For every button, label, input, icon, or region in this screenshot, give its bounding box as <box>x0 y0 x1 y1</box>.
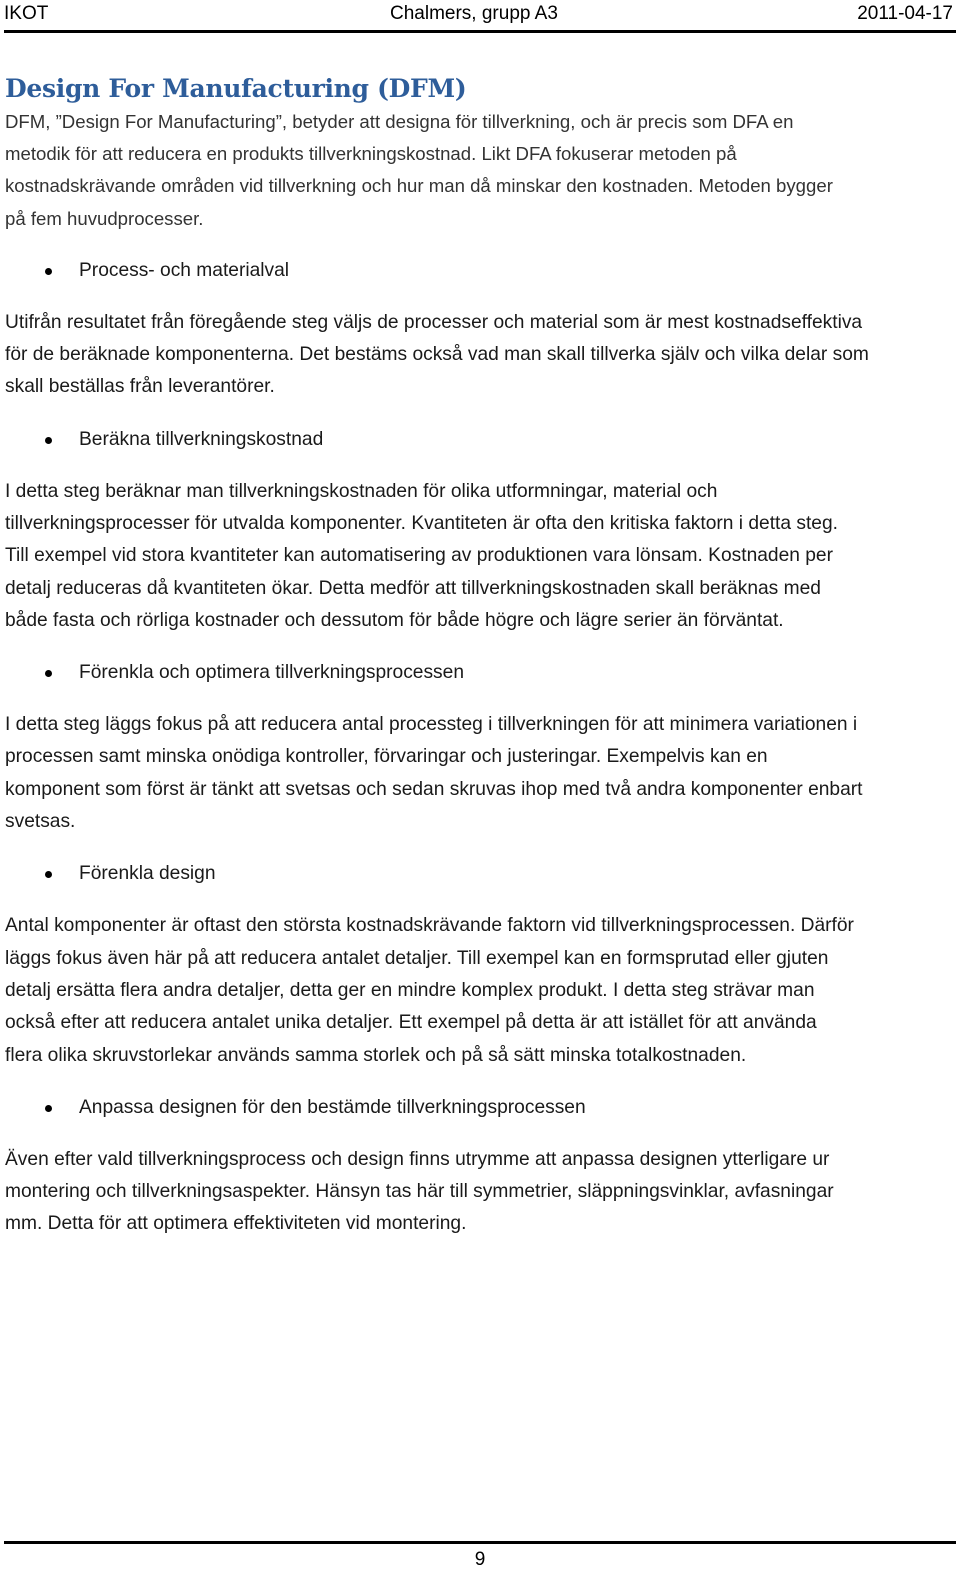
bullet-label: Förenkla design <box>79 863 216 885</box>
page-header <box>4 0 956 33</box>
bullet-item <box>5 1092 955 1124</box>
body-paragraph: I detta steg läggs fokus på att reducera antal processteg i tillverkningen för att minimera variationen i processen samt minska onödiga kontroller, förvaringar och justeringar. Exempelvis kan en komponent som först är tänkt att svetsas och sedan skruvas ihop med två andra komponenter enbart svetsas. <box>5 714 863 833</box>
bullet-item <box>5 424 955 456</box>
bullet-label: Förenkla och optimera tillverkningsprocessen <box>79 662 464 684</box>
bullet-icon <box>45 1105 52 1112</box>
bullet-icon <box>45 268 52 275</box>
header-course: IKOT <box>4 3 49 24</box>
intro-paragraph: DFM, ”Design For Manufacturing”, betyder att designa för tillverkning, och är precis som DFA en metodik för att reducera en produkts tillverkningskostnad. Likt DFA fokuserar metoden på kostnadskrävande områden vid tillverkning och hur man då minskar den kostnaden. Metoden bygger på fem huvudprocesser. <box>5 111 833 229</box>
header-group: Chalmers, grupp A3 <box>390 3 558 24</box>
page-content <box>5 72 955 1241</box>
bullet-icon <box>45 871 52 878</box>
body-paragraph: I detta steg beräknar man tillverkningskostnaden för olika utformningar, material och tillverkningsprocesser för utvalda komponenter. Kvantiteten är ofta den kritiska faktorn i detta steg. Till exempel vid stora kvantiteter kan automatisering av produktionen vara lönsam. Kostnaden per detalj reduceras då kvantiteten ökar. Detta medför att tillverkningskostnaden skall beräknas med både fasta och rörliga kostnader och dessutom för både högre och lägre serier än förväntat. <box>5 480 838 631</box>
body-paragraph: Utifrån resultatet från föregående steg väljs de processer och material som är mest kostnadseffektiva för de beräknade komponenterna. Det bestäms också vad man skall tillverka själv och vilka delar som skall beställas från leverantörer. <box>5 311 869 398</box>
bullet-icon <box>45 670 52 677</box>
body-paragraph: Antal komponenter är oftast den största kostnadskrävande faktorn vid tillverkningsprocessen. Därför läggs fokus även här på att reducera antalet detaljer. Till exempel kan en formsprutad eller gjuten detalj ersätta flera andra detaljer, detta ger en mindre komplex produkt. I detta steg strävar man också efter att reducera antalet unika detaljer. Ett exempel på detta är att istället för att använda flera olika skruvstorlekar används samma storlek och på så sätt minska totalkostnaden. <box>5 915 854 1066</box>
bullet-item <box>5 657 955 689</box>
bullet-label: Beräkna tillverkningskostnad <box>79 428 324 450</box>
bullet-item <box>5 255 955 287</box>
bullet-icon <box>45 437 52 444</box>
bullet-item <box>5 858 955 890</box>
page-footer <box>4 1541 956 1573</box>
header-date: 2011-04-17 <box>857 3 953 24</box>
page-number: 9 <box>474 1549 486 1570</box>
bullet-label: Anpassa designen för den bestämde tillverkningsprocessen <box>79 1096 586 1118</box>
body-paragraph: Även efter vald tillverkningsprocess och design finns utrymme att anpassa designen ytterligare ur montering och tillverkningsaspekter. Hänsyn tas här till symmetrier, släppningsvinklar, avfasningar mm. Detta för att optimera effektiviteten vid montering. <box>5 1148 834 1235</box>
bullet-label: Process- och materialval <box>79 259 290 281</box>
section-title: Design For Manufacturing (DFM) <box>5 74 467 103</box>
